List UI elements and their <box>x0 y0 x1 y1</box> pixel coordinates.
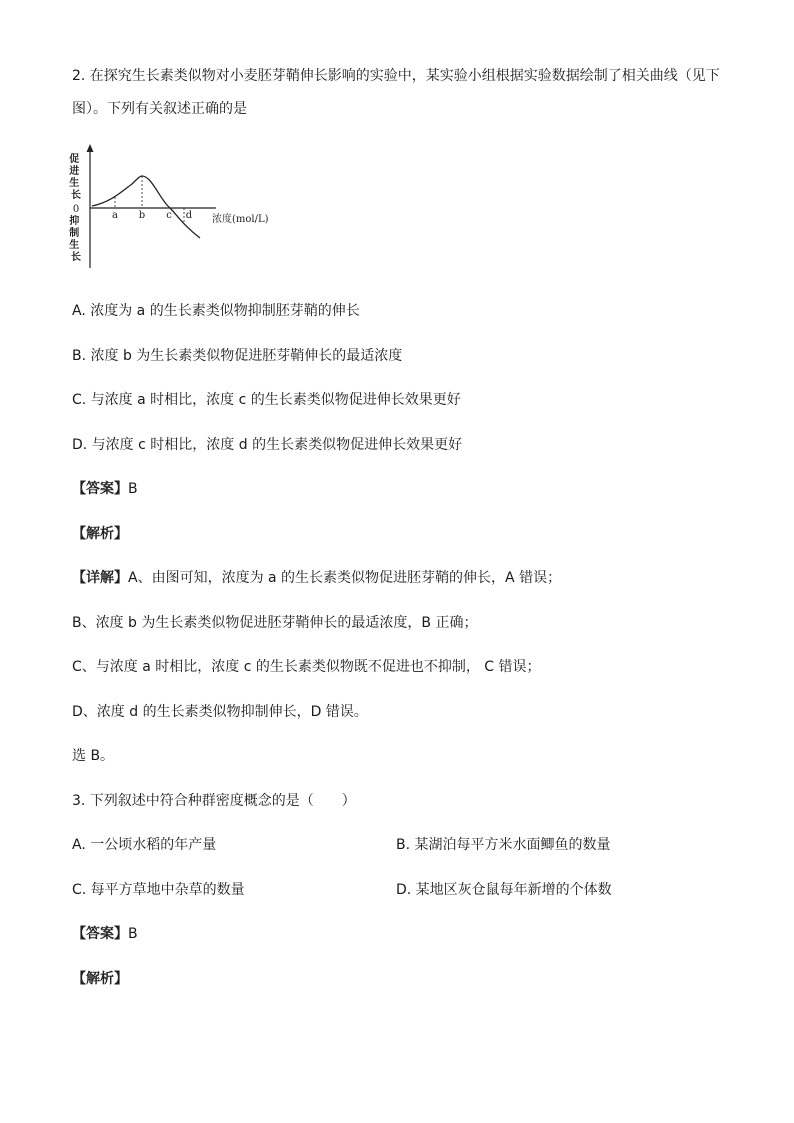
q2-detail-line4: D、浓度 d 的生长素类似物抑制伸长，D 错误。 <box>72 704 368 720</box>
q3-analysis-label: 【解析】 <box>72 971 128 987</box>
q2-answer-label: 【答案】 <box>72 481 128 497</box>
y-label-inhibit-2: 制 <box>69 228 80 239</box>
q3-answer-label: 【答案】 <box>72 926 128 942</box>
q3-option-c: C. 每平方草地中杂草的数量 <box>72 882 245 898</box>
y-axis-arrow <box>87 144 94 152</box>
y-label-promote-3: 生 <box>69 178 80 189</box>
x-axis-label: 浓度(mol/L) <box>212 214 269 225</box>
origin-label: 0 <box>72 204 80 215</box>
q2-option-b: B. 浓度 b 为生长素类似物促进胚芽鞘伸长的最适浓度 <box>72 348 403 364</box>
y-label-inhibit <box>69 214 82 263</box>
q3-option-b: B. 某湖泊每平方米水面鲫鱼的数量 <box>396 837 611 853</box>
y-label-promote-1: 促 <box>69 154 80 165</box>
concentration-effect-graph <box>66 140 286 270</box>
q2-detail-line2: B、浓度 b 为生长素类似物促进胚芽鞘伸长的最适浓度，B 正确； <box>72 615 478 631</box>
q2-detail-line5: 选 B。 <box>72 748 115 764</box>
question-2-stem-line1: 2. 在探究生长素类似物对小麦胚芽鞘伸长影响的实验中，某实验小组根据实验数据绘制了相关曲线（见下 <box>72 68 720 84</box>
q2-detail-line1 <box>72 568 561 588</box>
question-3-stem: 3. 下列叙述中符合种群密度概念的是（ ） <box>72 793 356 809</box>
q2-analysis-label: 【解析】 <box>72 526 128 542</box>
y-label-promote-2: 进 <box>69 166 80 177</box>
y-label-promote <box>68 152 82 201</box>
q2-detail-line3: C、与浓度 a 时相比，浓度 c 的生长素类似物既不促进也不抑制， C 错误； <box>72 659 541 675</box>
q2-option-d: D. 与浓度 c 时相比，浓度 d 的生长素类似物促进伸长效果更好 <box>72 437 463 453</box>
y-label-inhibit-4: 长 <box>71 252 81 263</box>
point-b-label: b <box>138 210 146 221</box>
q3-option-a: A. 一公顷水稻的年产量 <box>72 837 217 853</box>
q2-option-a: A. 浓度为 a 的生长素类似物抑制胚芽鞘的伸长 <box>72 303 360 319</box>
q2-option-c: C. 与浓度 a 时相比，浓度 c 的生长素类似物促进伸长效果更好 <box>72 392 461 408</box>
question-2-stem-line2: 图）。下列有关叙述正确的是 <box>72 101 247 117</box>
point-a-label: a <box>112 210 118 221</box>
y-label-inhibit-1: 抑 <box>69 216 80 227</box>
y-label-inhibit-3: 生 <box>69 240 80 251</box>
q3-answer <box>72 924 138 944</box>
y-label-promote-4: 长 <box>71 190 81 201</box>
q2-answer <box>72 479 138 499</box>
q2-answer-value: B <box>128 481 138 497</box>
q3-answer-value: B <box>128 926 138 942</box>
q2-detail-text-1: A、由图可知，浓度为 a 的生长素类似物促进胚芽鞘的伸长，A 错误； <box>128 570 562 586</box>
q2-detail-label: 【详解】 <box>72 570 128 586</box>
point-c-label: c <box>166 210 172 221</box>
q3-option-d: D. 某地区灰仓鼠每年新增的个体数 <box>396 882 612 898</box>
graph-svg <box>66 140 286 270</box>
point-d-label: d <box>185 210 193 221</box>
response-curve <box>92 176 200 238</box>
